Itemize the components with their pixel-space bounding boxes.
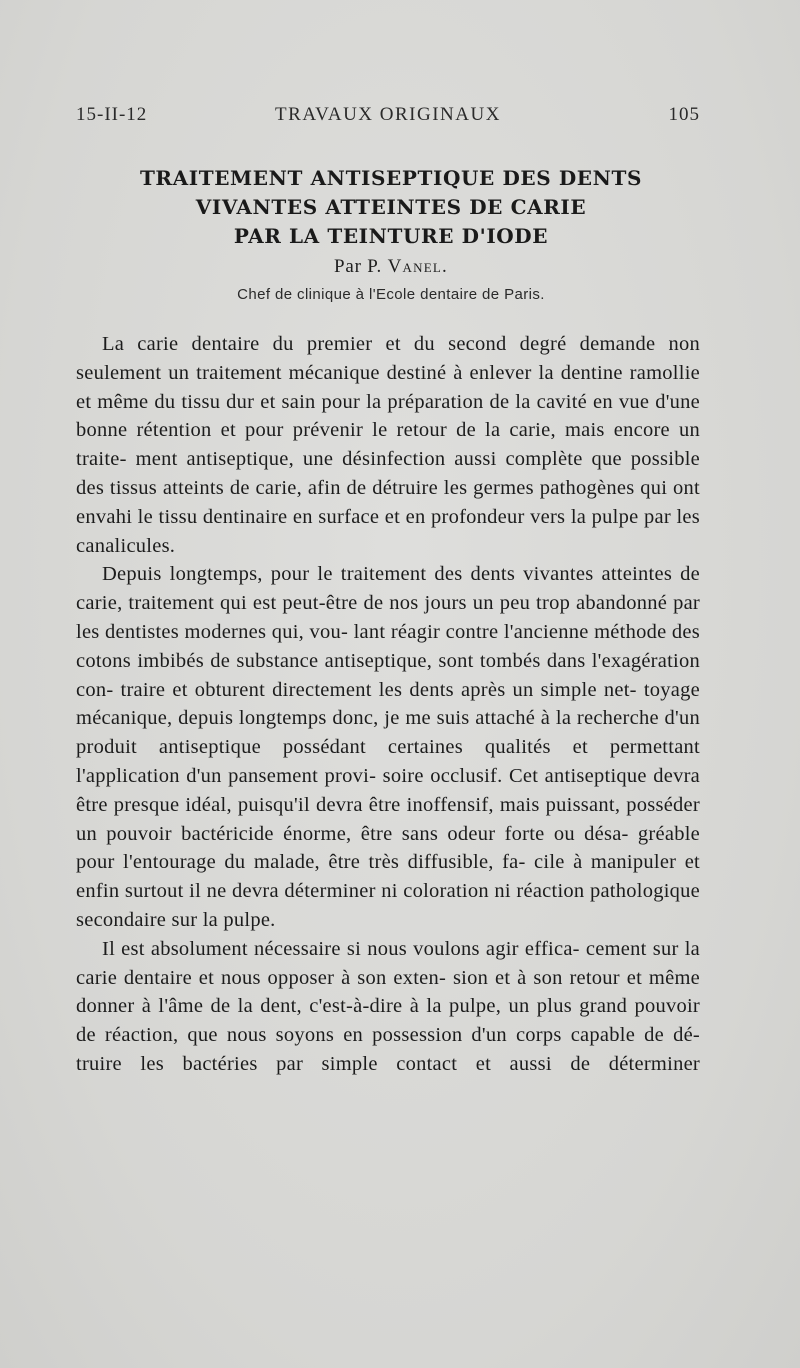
paragraph: Depuis longtemps, pour le traitement des dents vivantes atteintes de carie, traitement qui est peut-être de nos jours un peu trop abandonné par les dentistes modernes qui, vou- lant réagir contre l'ancienne méthode des cotons imbibés de substance antiseptique, sont tombés dans l'exagération con- traire et obturent directement les dents après un simple net- toyage mécanique, depuis longtemps donc, je me suis attaché à la recherche d'un produit antiseptique possédant certaines qualités et permettant l'application d'un pansement provi- soire occlusif. Cet antiseptique devra être presque idéal, puisqu'il devra être inoffensif, mais puissant, posséder un pouvoir bactéricide énorme, être sans odeur forte ou désa- gréable pour l'entourage du malade, être très diffusible, fa- cile à manipuler et enfin surtout il ne devra déterminer ni coloration ni réaction pathologique secondaire sur la pulpe. — [76, 563, 700, 931]
article-title-line: TRAITEMENT ANTISEPTIQUE DES DENTS — [139, 166, 643, 190]
section-title: TRAVAUX ORIGINAUX — [275, 104, 501, 125]
running-head — [76, 104, 700, 132]
article-title — [76, 164, 706, 251]
issue-date: 15-II-12 — [76, 104, 148, 125]
article-title-line: PAR LA TEINTURE D'IODE — [233, 224, 549, 248]
article-title-line: VIVANTES ATTEINTES DE CARIE — [195, 195, 587, 219]
paragraph: La carie dentaire du premier et du second degré demande non seulement un traitement mécanique destiné à enlever la dentine ramollie et même du tissu dur et sain pour la préparation de la cavité en vue d'une bonne rétention et pour prévenir le retour de la carie, mais encore un traite- ment antiseptique, une désinfection aussi complète que possible des tissus atteints de carie, afin de détruire les germes pathogènes qui ont envahi le tissu dentinaire en surface et en profondeur vers la pulpe par les canalicules. — [76, 333, 700, 557]
byline — [76, 256, 706, 278]
author-affiliation: Chef de clinique à l'Ecole dentaire de Paris. — [237, 286, 545, 303]
page-number: 105 — [668, 104, 700, 125]
byline-prefix: Par P. — [334, 256, 388, 277]
paragraph: Il est absolument nécessaire si nous voulons agir effica- cement sur la carie dentaire et nous opposer à son exten- sion et à son retour et même donner à l'âme de la dent, c'est-à-dire à la pulpe, un plus grand pouvoir de réaction, que nous soyons en possession d'un corps capable de dé- truire les bactéries par simple contact et aussi de déterminer — [76, 937, 700, 1075]
article-body — [76, 330, 700, 1079]
author-name: Vanel. — [387, 256, 448, 277]
